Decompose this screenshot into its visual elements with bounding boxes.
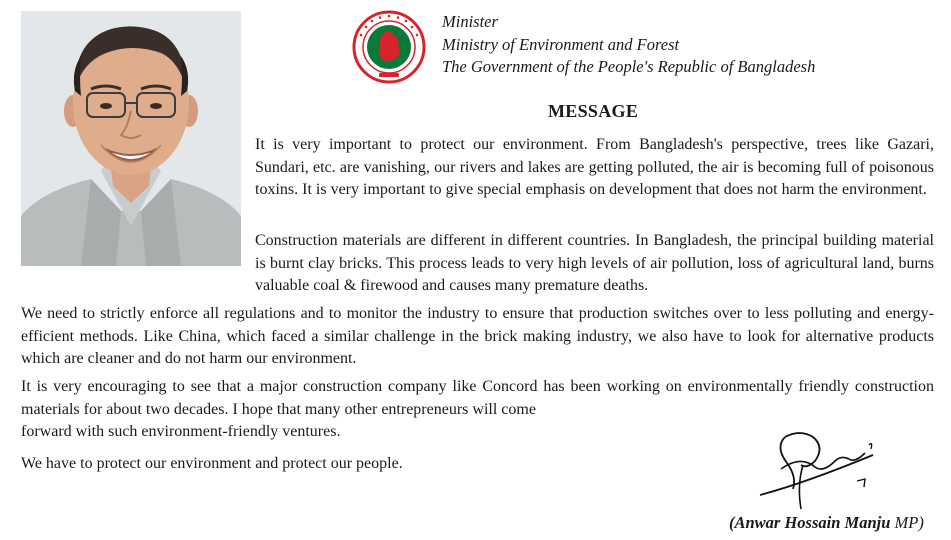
signatory-title: MP) (890, 513, 924, 532)
message-closing: We have to protect our environment and protect our people. (21, 455, 403, 472)
message-paragraph-4-text: It is very encouraging to see that a major construction company like Concord has been working on environmentally friendly construction materials for about two decades. I hope that many other entrepreneurs will come (21, 378, 934, 418)
message-paragraph-1: It is very important to protect our environment. From Bangladesh's perspective, trees like Gazari, Sundari, etc. are vanishing, our rivers and lakes are getting polluted, the air is becoming full of poisonous toxins. It is very important to give special emphasis on development that does not harm the environment. (255, 136, 934, 198)
signatory-name (729, 513, 924, 533)
message-paragraph-4-last-line: forward with such environment-friendly ventures. (21, 423, 341, 440)
minister-portrait (21, 11, 241, 266)
header-ministry: Ministry of Environment and Forest (442, 34, 680, 54)
header-role: Minister (442, 12, 498, 31)
signatory-name-text: (Anwar Hossain Manju (729, 513, 891, 532)
header-government: The Government of the People's Republic of Bangladesh (442, 57, 816, 76)
message-paragraph-2: Construction materials are different in different countries. In Bangladesh, the principal building material is burnt clay bricks. This process leads to very high levels of air pollution, loss of agricultural land, burns valuable coal & firewood and causes many premature deaths. (255, 232, 934, 294)
handwritten-signature (745, 425, 895, 510)
message-title: MESSAGE (548, 101, 639, 121)
message-paragraph-3: We need to strictly enforce all regulations and to monitor the industry to ensure that production switches over to less polluting and energy-efficient methods. Like China, which faced a similar challenge in the brick making industry, we also have to look for alternative products which are cleaner and do not harm our environment. (21, 305, 934, 367)
minister-header (442, 11, 815, 79)
government-seal-icon (352, 10, 426, 84)
